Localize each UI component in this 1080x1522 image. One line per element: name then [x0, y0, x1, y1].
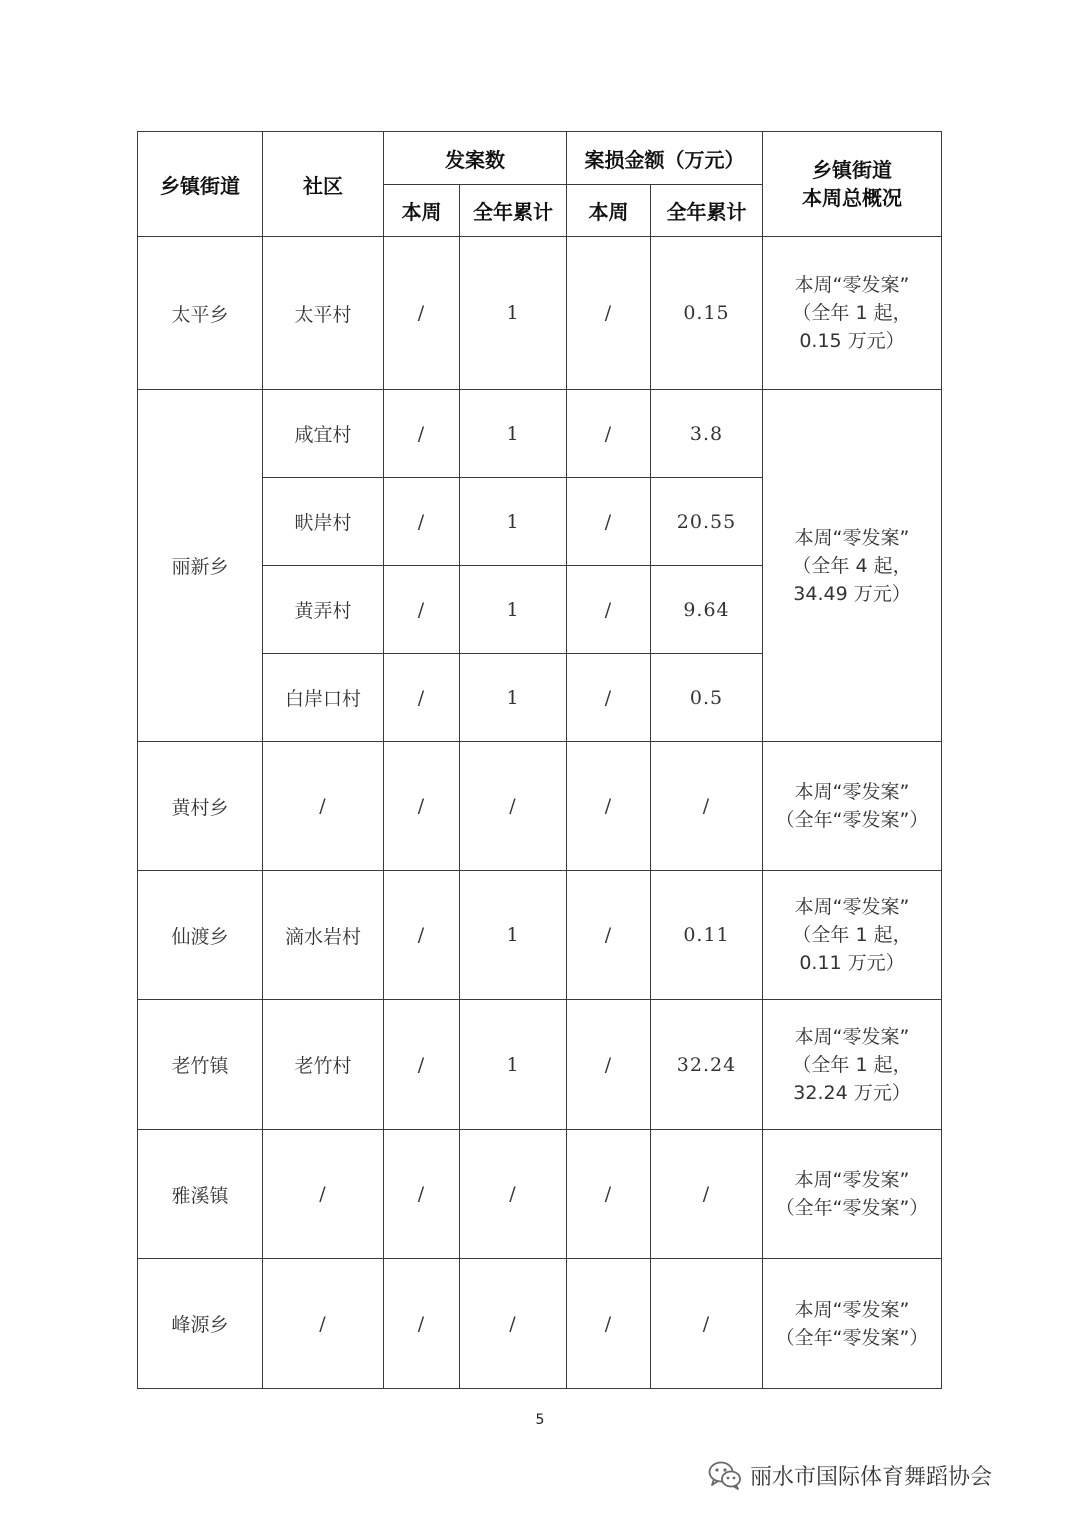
- summary-line: 0.15 万元）: [799, 330, 905, 352]
- summary-line: 本周“零发案”: [794, 1169, 910, 1191]
- year-loss-cell: 20.55: [651, 478, 763, 566]
- week-loss-cell: /: [567, 1259, 651, 1389]
- header-township: 乡镇街道: [138, 132, 263, 237]
- summary-line: （全年“零发案”）: [775, 809, 929, 831]
- township-cell: 雅溪镇: [138, 1130, 263, 1259]
- week-loss-cell: /: [567, 742, 651, 871]
- summary-line: 32.24 万元）: [793, 1081, 911, 1104]
- summary-line: 本周“零发案”: [794, 526, 910, 549]
- week-cases-cell: /: [384, 1130, 460, 1259]
- week-loss-cell: /: [567, 478, 651, 566]
- week-cases-cell: /: [384, 390, 460, 478]
- year-cases-cell: 1: [460, 390, 567, 478]
- year-cases-cell: /: [460, 742, 567, 871]
- village-cell: 咸宜村: [263, 390, 384, 478]
- township-cell: 黄村乡: [138, 742, 263, 871]
- header-summary-line2: 本周总概况: [802, 186, 902, 210]
- township-cell: 丽新乡: [138, 390, 263, 742]
- summary-line: 0.11 万元）: [799, 952, 905, 974]
- header-cases-year-total: 全年累计: [460, 185, 567, 237]
- village-cell: /: [263, 1130, 384, 1259]
- week-cases-cell: /: [384, 742, 460, 871]
- week-loss-cell: /: [567, 1000, 651, 1130]
- week-loss-cell: /: [567, 654, 651, 742]
- year-loss-cell: 0.15: [651, 237, 763, 390]
- village-cell: 滴水岩村: [263, 871, 384, 1000]
- summary-line: 本周“零发案”: [794, 1025, 910, 1048]
- township-cell: 太平乡: [138, 237, 263, 390]
- summary-line: （全年“零发案”）: [775, 1326, 929, 1349]
- week-loss-cell: /: [567, 1130, 651, 1259]
- watermark-text: 丽水市国际体育舞蹈协会: [750, 1464, 993, 1490]
- week-cases-cell: /: [384, 871, 460, 1000]
- village-cell: 老竹村: [263, 1000, 384, 1130]
- week-cases-cell: /: [384, 237, 460, 390]
- summary-line: （全年 4 起，: [792, 554, 912, 577]
- header-community: 社区: [263, 132, 384, 237]
- summary-cell: [763, 390, 942, 742]
- header-summary: [763, 132, 942, 237]
- year-loss-cell: 0.5: [651, 654, 763, 742]
- summary-line: （全年 1 起，: [792, 302, 912, 324]
- week-cases-cell: /: [384, 1000, 460, 1130]
- summary-cell: [763, 237, 942, 390]
- year-cases-cell: 1: [460, 1000, 567, 1130]
- summary-line: 本周“零发案”: [794, 781, 910, 803]
- summary-line: 本周“零发案”: [794, 274, 910, 296]
- year-cases-cell: 1: [460, 478, 567, 566]
- year-loss-cell: /: [651, 1130, 763, 1259]
- village-cell: 太平村: [263, 237, 384, 390]
- summary-line: （全年“零发案”）: [775, 1197, 929, 1219]
- village-cell: /: [263, 742, 384, 871]
- year-loss-cell: /: [651, 742, 763, 871]
- summary-cell: [763, 1259, 942, 1389]
- table-row: [138, 1000, 942, 1130]
- year-loss-cell: 9.64: [651, 566, 763, 654]
- header-row-1: [138, 132, 942, 185]
- table-row: [138, 1130, 942, 1259]
- week-cases-cell: /: [384, 478, 460, 566]
- year-loss-cell: 3.8: [651, 390, 763, 478]
- year-cases-cell: 1: [460, 566, 567, 654]
- header-cases: 发案数: [384, 132, 567, 185]
- summary-cell: [763, 1000, 942, 1130]
- week-loss-cell: /: [567, 566, 651, 654]
- summary-cell: [763, 871, 942, 1000]
- source-watermark: [708, 1458, 1058, 1492]
- year-cases-cell: 1: [460, 237, 567, 390]
- week-cases-cell: /: [384, 654, 460, 742]
- table-row: [138, 871, 942, 1000]
- page-number: 5: [535, 1412, 545, 1428]
- week-cases-cell: /: [384, 1259, 460, 1389]
- year-cases-cell: /: [460, 1259, 567, 1389]
- village-cell: 畎岸村: [263, 478, 384, 566]
- village-cell: 白岸口村: [263, 654, 384, 742]
- village-cell: /: [263, 1259, 384, 1389]
- week-loss-cell: /: [567, 390, 651, 478]
- village-cell: 黄弄村: [263, 566, 384, 654]
- year-loss-cell: 32.24: [651, 1000, 763, 1130]
- year-loss-cell: 0.11: [651, 871, 763, 1000]
- table-row: [138, 390, 942, 478]
- year-cases-cell: 1: [460, 871, 567, 1000]
- summary-line: （全年 1 起，: [792, 924, 912, 946]
- summary-cell: [763, 1130, 942, 1259]
- township-cell: 峰源乡: [138, 1259, 263, 1389]
- week-cases-cell: /: [384, 566, 460, 654]
- week-loss-cell: /: [567, 237, 651, 390]
- year-loss-cell: /: [651, 1259, 763, 1389]
- case-statistics-table: [137, 131, 942, 1389]
- table-row: [138, 237, 942, 390]
- week-loss-cell: /: [567, 871, 651, 1000]
- township-cell: 仙渡乡: [138, 871, 263, 1000]
- summary-line: 34.49 万元）: [793, 582, 911, 605]
- header-loss: 案损金额（万元）: [567, 132, 763, 185]
- header-summary-line1: 乡镇街道: [812, 158, 892, 182]
- year-cases-cell: 1: [460, 654, 567, 742]
- summary-line: 本周“零发案”: [794, 1298, 910, 1321]
- header-loss-this-week: 本周: [567, 185, 651, 237]
- summary-line: 本周“零发案”: [794, 896, 910, 918]
- header-loss-year-total: 全年累计: [651, 185, 763, 237]
- summary-line: （全年 1 起，: [792, 1053, 912, 1076]
- table-row: [138, 1259, 942, 1389]
- table-row: [138, 742, 942, 871]
- summary-cell: [763, 742, 942, 871]
- wechat-icon: [708, 1460, 742, 1490]
- header-cases-this-week: 本周: [384, 185, 460, 237]
- year-cases-cell: /: [460, 1130, 567, 1259]
- township-cell: 老竹镇: [138, 1000, 263, 1130]
